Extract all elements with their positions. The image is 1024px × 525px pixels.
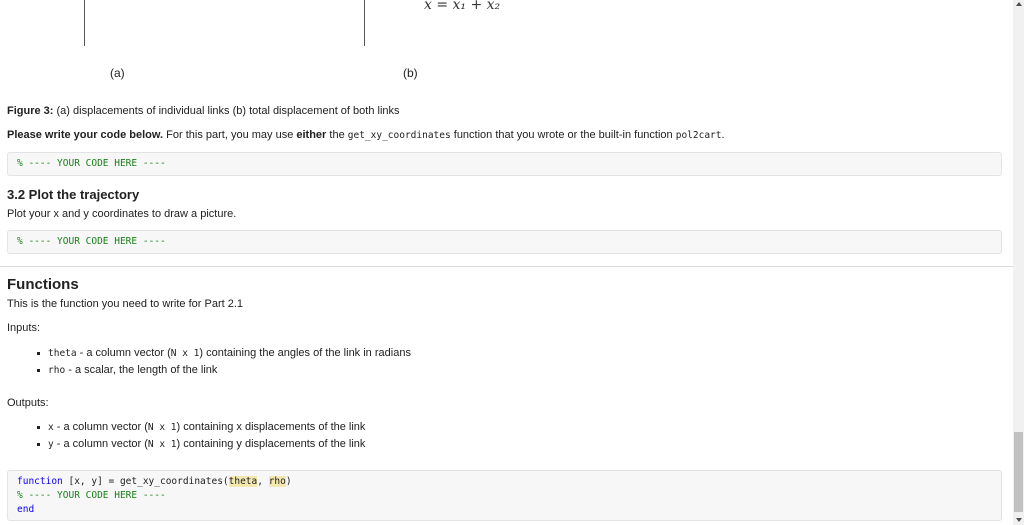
param-dims: N x 1 [147,439,177,450]
code-line-2: % ---- YOUR CODE HERE ---- [17,490,166,501]
figure-a-axis-line [84,0,85,46]
vertical-scrollbar[interactable] [1013,0,1024,525]
instructions-text: the [326,129,348,141]
param-desc: ) containing x displacements of the link [176,421,366,433]
param-desc: - a column vector ( [53,438,148,450]
outputs-list [36,421,365,455]
param-desc: - a scalar, the length of the link [65,364,218,376]
code-signature-end: ) [285,476,292,487]
code-line-3: end [17,504,35,515]
code-signature: [x, y] = get_xy_coordinates( [62,476,229,487]
inline-code-get-xy: get_xy_coordinates [347,130,451,141]
figure-label-b: (b) [403,66,418,80]
section-divider [0,266,1013,267]
inputs-list [36,347,411,381]
figure-caption-label: Figure 3: [7,105,54,117]
list-item [36,438,365,455]
code-comment: % ---- YOUR CODE HERE ---- [17,236,166,247]
code-arg-theta: theta [228,476,258,487]
code-cell-3[interactable] [7,470,1002,521]
instructions [7,129,725,141]
code-line-1 [17,476,292,487]
instructions-text: For this part, you may use [163,129,297,141]
list-item [36,421,365,438]
figure-equation: x = x₁ + x₂ [424,0,501,13]
param-desc: - a column vector ( [76,347,171,359]
scroll-up-icon[interactable] [1016,2,1022,6]
list-item [36,364,411,381]
code-cell-2[interactable] [7,230,1002,254]
inputs-label: Inputs: [7,322,41,334]
functions-intro: This is the function you need to write for Part 2.1 [7,298,244,310]
figure-caption [7,105,400,117]
param-desc: ) containing y displacements of the link [176,438,366,450]
inline-code-pol2cart: pol2cart [675,130,722,141]
param-name: rho [48,365,66,376]
figure-b-axis-line [364,0,365,46]
instructions-text: function that you wrote or the built-in function [450,129,676,141]
param-desc: ) containing the angles of the link in radians [199,347,411,359]
section-heading-3-2: 3.2 Plot the trajectory [7,187,140,202]
outputs-label: Outputs: [7,397,49,409]
section-3-2-text: Plot your x and y coordinates to draw a picture. [7,208,237,220]
code-cell-1[interactable] [7,152,1002,176]
param-name: theta [48,348,77,359]
param-name: x [48,422,54,433]
param-name: y [48,439,54,450]
instructions-bold: Please write your code below. [7,129,164,141]
instructions-text: . [721,129,725,141]
scroll-down-icon[interactable] [1016,518,1022,522]
code-arg-rho: rho [268,476,286,487]
figure-label-a: (a) [110,66,125,80]
list-item [36,347,411,364]
code-sep: , [257,476,269,487]
param-dims: N x 1 [170,348,200,359]
keyword-function: function [17,476,63,487]
param-dims: N x 1 [147,422,177,433]
param-desc: - a column vector ( [53,421,148,433]
figure-caption-text: (a) displacements of individual links (b) total displacement of both links [53,105,400,117]
scrollbar-thumb[interactable] [1014,432,1023,512]
instructions-either: either [296,129,327,141]
code-comment: % ---- YOUR CODE HERE ---- [17,158,166,169]
functions-heading: Functions [7,276,79,293]
